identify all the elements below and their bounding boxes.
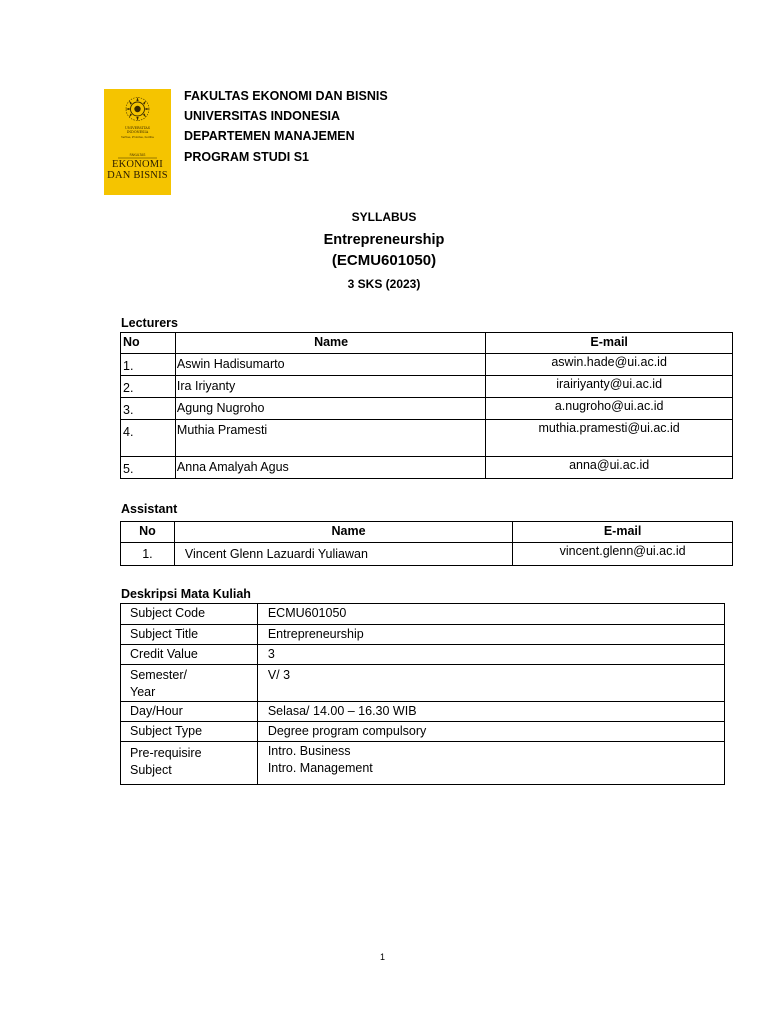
table-row (121, 665, 725, 702)
table-row (121, 702, 725, 722)
column-header-email: E-mail (513, 522, 733, 543)
course-credits: 3 SKS (2023) (347, 277, 421, 291)
field-value: Selasa/ 14.00 – 16.30 WIB (257, 702, 724, 722)
page-number: 1 (380, 952, 386, 962)
lecturer-name: Ira Iriyanty (175, 376, 485, 398)
lecturer-name: Agung Nugroho (175, 398, 485, 420)
table-row (121, 604, 725, 625)
lecturer-no: 2. (121, 376, 176, 398)
lecturer-no: 4. (121, 420, 176, 457)
field-label: Subject Title (121, 625, 258, 645)
field-value: ECMU601050 (257, 604, 724, 625)
logo-motto: Veritas, Probitas, Iustitia (121, 136, 154, 139)
logo-faculty-small: FAKULTAS (129, 153, 146, 157)
lecturer-email: a.nugroho@ui.ac.id (486, 398, 733, 420)
assistant-name: Vincent Glenn Lazuardi Yuliawan (174, 543, 512, 566)
faculty-logo (104, 89, 171, 195)
column-header-name: Name (175, 333, 485, 354)
lecturer-name: Muthia Pramesti (175, 420, 485, 457)
field-label: Day/Hour (121, 702, 258, 722)
header-department: DEPARTEMEN MANAJEMEN (184, 129, 355, 143)
column-header-no: No (121, 333, 176, 354)
field-value-line: Intro. Business (267, 744, 351, 758)
logo-university-line1: UNIVERSITAS (124, 126, 151, 130)
logo-faculty-line1: EKONOMI (112, 159, 163, 170)
logo-faculty-line2: DAN BISNIS (107, 170, 168, 181)
assistant-table (120, 521, 733, 566)
field-label: Subject Type (121, 722, 258, 742)
lecturer-email: anna@ui.ac.id (486, 457, 733, 479)
header-program: PROGRAM STUDI S1 (184, 150, 310, 164)
course-name: Entrepreneurship (323, 232, 445, 248)
lecturer-no: 5. (121, 457, 176, 479)
lecturer-email: irairiyanty@ui.ac.id (486, 376, 733, 398)
lecturer-email: muthia.pramesti@ui.ac.id (486, 420, 733, 457)
column-header-email: E-mail (486, 333, 733, 354)
lecturers-table (120, 332, 733, 479)
doc-type-title: SYLLABUS (351, 210, 417, 224)
field-value: 3 (257, 645, 724, 665)
field-value: V/ 3 (257, 665, 724, 702)
table-row (121, 354, 733, 376)
lecturer-name: Aswin Hadisumarto (175, 354, 485, 376)
table-row (121, 420, 733, 457)
course-code: (ECMU601050) (331, 252, 437, 269)
table-row (121, 722, 725, 742)
table-row (121, 742, 725, 785)
description-section-label: Deskripsi Mata Kuliah (121, 587, 251, 601)
lecturer-no: 1. (121, 354, 176, 376)
course-description-table (120, 603, 725, 785)
field-label-line: Subject (130, 763, 172, 777)
field-value: Entrepreneurship (257, 625, 724, 645)
table-header-row (121, 522, 733, 543)
field-label (121, 742, 258, 785)
field-label-line: Pre-requisire (130, 746, 202, 760)
field-label: Credit Value (121, 645, 258, 665)
table-row (121, 457, 733, 479)
table-row (121, 543, 733, 566)
table-row (121, 645, 725, 665)
field-label: Subject Code (121, 604, 258, 625)
lecturer-no: 3. (121, 398, 176, 420)
field-value: Degree program compulsory (257, 722, 724, 742)
column-header-no: No (121, 522, 175, 543)
lecturers-section-label: Lecturers (121, 316, 178, 330)
table-header-row (121, 333, 733, 354)
logo-university-line2: INDONESIA (126, 130, 149, 134)
table-row (121, 376, 733, 398)
field-label (121, 665, 258, 702)
lecturer-name: Anna Amalyah Agus (175, 457, 485, 479)
header-university: UNIVERSITAS INDONESIA (184, 109, 341, 123)
field-value (257, 742, 724, 785)
header-faculty: FAKULTAS EKONOMI DAN BISNIS (184, 89, 388, 103)
assistant-no: 1. (121, 543, 175, 566)
assistant-email: vincent.glenn@ui.ac.id (513, 543, 733, 566)
column-header-name: Name (174, 522, 512, 543)
table-row (121, 398, 733, 420)
field-label-line: Year (130, 685, 156, 699)
assistant-section-label: Assistant (121, 502, 178, 516)
lecturer-email: aswin.hade@ui.ac.id (486, 354, 733, 376)
field-label-line: Semester/ (130, 668, 187, 682)
table-row (121, 625, 725, 645)
field-value-line: Intro. Management (267, 761, 373, 775)
